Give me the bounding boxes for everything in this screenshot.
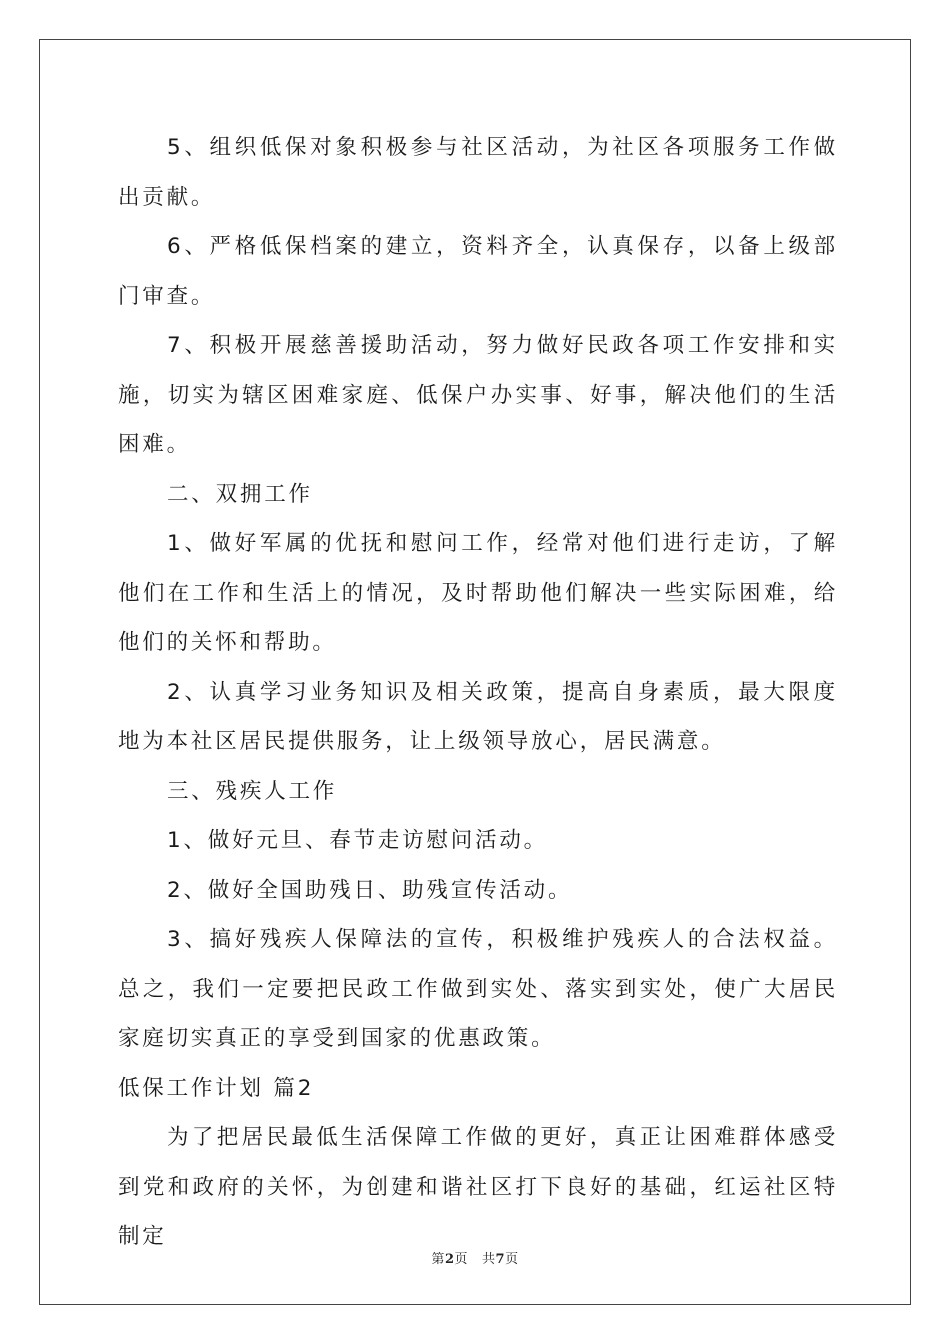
section-heading-disabled: 三、残疾人工作 xyxy=(167,778,338,804)
paragraph-disabled-1: 1、做好元旦、春节走访慰问活动。 xyxy=(167,828,548,853)
paragraph-disabled-3: 3、搞好残疾人保障法的宣传，积极维护残疾人的合法权益。 总之，我们一定要把民政工作做到实处、落实到实处，使广大居民家庭切实真正的享受到国家的优惠政策。 xyxy=(118,927,838,1051)
paragraph-intro-part2: 为了把居民最低生活保障工作做的更好，真正让困难群体感受到党和政府的关怀，为创建和谐社区打下良好的基础，红运社区特制定 xyxy=(118,1125,838,1249)
page-number: 2 xyxy=(444,1252,455,1267)
total-suffix: 页 xyxy=(505,1252,519,1267)
paragraph-item-7: 7、积极开展慈善援助活动，努力做好民政各项工作安排和实施，切实为辖区困难家庭、低保户办实事、好事，解决他们的生活困难。 xyxy=(118,333,838,457)
paragraph-disabled-2: 2、做好全国助残日、助残宣传活动。 xyxy=(167,877,573,903)
document-body xyxy=(118,123,838,1262)
total-pages: 7 xyxy=(495,1252,506,1267)
total-prefix: 共 xyxy=(482,1252,496,1267)
paragraph-shuangyong-1: 1、做好军属的优抚和慰问工作，经常对他们进行走访，了解他们在工作和生活上的情况，及时帮助他们解决一些实际困难，给他们的关怀和帮助。 xyxy=(118,531,838,655)
paragraph-item-6: 6、严格低保档案的建立，资料齐全，认真保存，以备上级部门审查。 xyxy=(118,234,838,309)
page-footer xyxy=(0,1248,950,1267)
section-heading-shuangyong: 二、双拥工作 xyxy=(167,481,313,507)
page-prefix: 第 xyxy=(431,1252,445,1267)
article-title-part2: 低保工作计划 篇2 xyxy=(118,1075,315,1101)
paragraph-item-5: 5、组织低保对象积极参与社区活动，为社区各项服务工作做出贡献。 xyxy=(118,135,838,210)
page-suffix: 页 xyxy=(454,1252,468,1267)
paragraph-shuangyong-2: 2、认真学习业务知识及相关政策，提高自身素质，最大限度地为本社区居民提供服务，让上级领导放心，居民满意。 xyxy=(118,679,838,754)
